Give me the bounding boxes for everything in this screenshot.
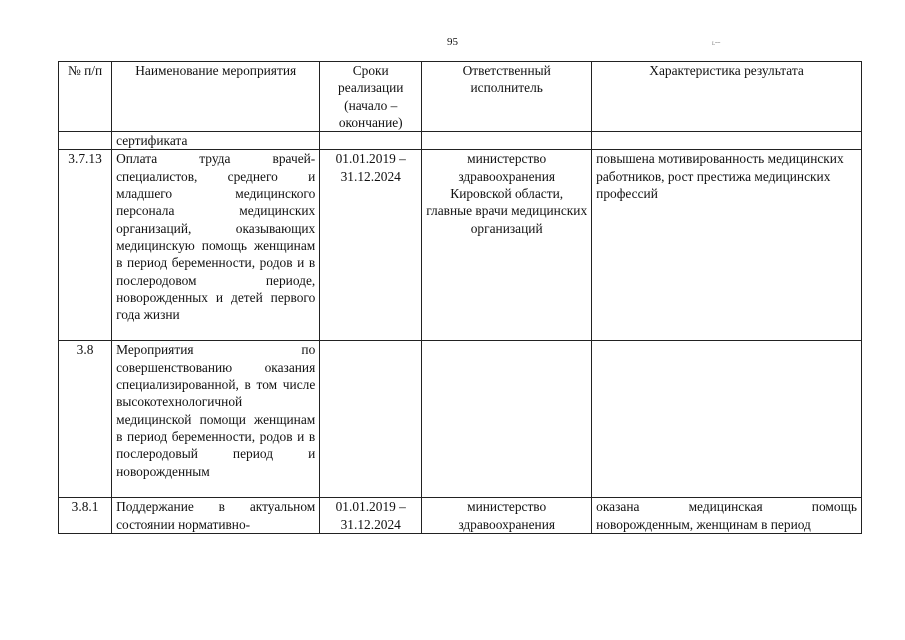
- table-row: [59, 150, 862, 341]
- row-dates: [320, 341, 422, 498]
- page-number: 95: [447, 36, 458, 48]
- row-result: [592, 341, 862, 498]
- row-name: Мероприятия по совершенствованию оказания специализированной, в том числе высокотехнологичной медицинской помощи женщинам в период беременности, родов и в послеродовый период и новорожденным: [112, 341, 320, 498]
- row-result: [592, 132, 862, 150]
- row-result: оказана медицинская помощь новорожденным, женщинам в период: [592, 498, 862, 534]
- table-header-row: [59, 62, 862, 132]
- header-num: № п/п: [59, 62, 112, 132]
- table-row: [59, 341, 862, 498]
- row-name: Оплата труда врачей-специалистов, среднего и младшего медицинского персонала медицинских организаций, оказывающих медицинскую помощь женщинам в период беременности, родов и в послеродовом периоде, новорожденных и детей первого года жизни: [112, 150, 320, 341]
- row-dates: 01.01.2019 – 31.12.2024: [320, 498, 422, 534]
- table-row: [59, 132, 862, 150]
- row-executor: министерство здравоохранения Кировской области, главные врачи медицинских организаций: [422, 150, 592, 341]
- header-name: Наименование мероприятия: [112, 62, 320, 132]
- header-result: Характеристика результата: [592, 62, 862, 132]
- row-dates: 01.01.2019 – 31.12.2024: [320, 150, 422, 341]
- row-num: 3.8: [59, 341, 112, 498]
- row-name: Поддержание в актуальном состоянии нормативно-: [112, 498, 320, 534]
- table-row: [59, 498, 862, 534]
- row-num: 3.7.13: [59, 150, 112, 341]
- row-executor: [422, 341, 592, 498]
- header-dates: Сроки реализации (начало – окончание): [320, 62, 422, 132]
- row-result: повышена мотивированность медицинских работников, рост престижа медицинских профессий: [592, 150, 862, 341]
- row-executor: министерство здравоохранения: [422, 498, 592, 534]
- row-num: 3.8.1: [59, 498, 112, 534]
- header-executor: Ответственный исполнитель: [422, 62, 592, 132]
- activities-table: [58, 61, 862, 534]
- row-dates: [320, 132, 422, 150]
- row-executor: [422, 132, 592, 150]
- row-num: [59, 132, 112, 150]
- row-name: сертификата: [112, 132, 320, 150]
- corner-mark: ᴸˉˉ: [712, 40, 721, 49]
